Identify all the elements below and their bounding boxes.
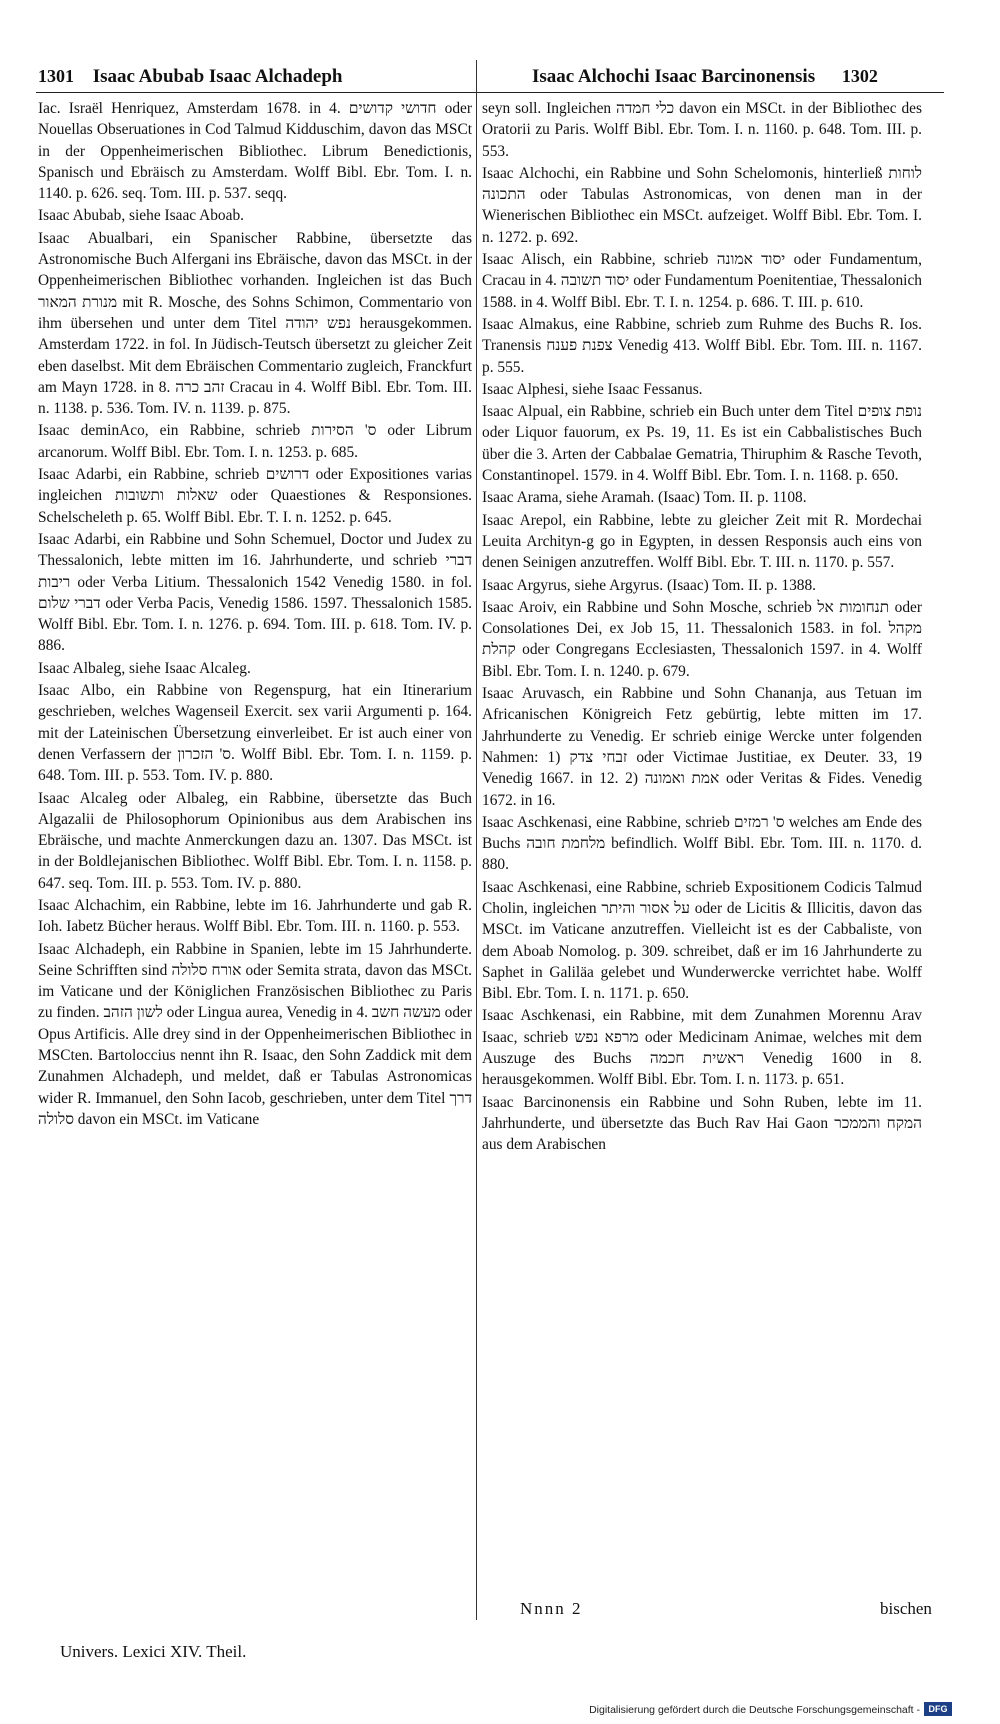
entry-paragraph: Isaac Aschkenasi, eine Rabbine, schrieb ס' רמזים welches am Ende des Buchs מלחמת חובה befindlich. Wolff Bibl. Ebr. Tom. III. n. 1170. d. 880.: [482, 813, 923, 874]
left-running-header: [38, 66, 342, 88]
left-column: [38, 98, 472, 1658]
right-running-title: Isaac Alchochi Isaac Barcinonensis: [532, 66, 816, 87]
entry-paragraph: Iac. Israël Henriquez, Amsterdam 1678. in 4. חדושי קדושים oder Nouellas Obseruationes in Cod Talmud Kidduschim, davon das MSCt in der Oppenheimerischen Bibliothec. Librum Benedictionis, Spanisch und Ebräisch zu Amsterdam. Wolff Bibl. Ebr. Tom. I. n. 1140. p. 626. seq. Tom. III. p. 537. seqq.: [38, 100, 472, 203]
entry-paragraph: Isaac Aschkenasi, eine Rabbine, schrieb Expositionem Codicis Talmud Cholin, ingleichen על אסור והיתר oder de Licitis & Illicitis, davon das MSCt. im Vaticane anzutreffen. Vielleicht ist es der Cabbaliste, von dem Aboab Nomolog. p. 309. schreibet, daß er im 16 Jahrhunderte zu Saphet in Galiläa gelebet und Wunderwercke verrichtet habe. Wolff Bibl. Ebr. Tom. I. n. 1171. p. 650.: [482, 878, 922, 1003]
entry-paragraph: Isaac Adarbi, ein Rabbine und Sohn Schemuel, Doctor und Judex zu Thessalonich, lebte mitten im 16. Jahrhunderte, und schrieb דברי ריבות oder Verba Litium. Thessalonich 1542 Venedig 1580. in fol. דברי שלום oder Verba Pacis, Venedig 1586. 1597. Thessalonich 1585. Wolff Bibl. Ebr. Tom. I. n. 1276. p. 694. Tom. III. p. 618. Tom. IV. p. 886.: [38, 530, 472, 655]
entry-paragraph: Isaac Arepol, ein Rabbine, lebte zu gleicher Zeit mit R. Mordechai Leuita Archityn-g go in Egypten, in dessen Responsis auch eins von denen Seinigen anzutreffen. Wolff Bibl. Ebr. T. III. n. 1170. p. 557.: [482, 511, 922, 572]
entry-paragraph: Isaac Alchadeph, ein Rabbine in Spanien, lebte im 15 Jahrhunderte. Seine Schrifften sind אורח סלולה oder Semita strata, davon das MSCt. im Vaticane und der Königlichen Französischen Bibliothec zu Paris zu finden. לשון הזהב oder Lingua aurea, Venedig in 4. מעשה חשב oder Opus Artificis. Alle drey sind in der Oppenheimerischen Bibliothec in MSCten. Bartoloccius nennt ihn R. Isaac, den Sohn Zaddick mit dem Zunahmen Alchadeph, und meldet, daß er Tabulas Astronomicas wider R. Immanuel, den Sohn Iacob, geschrieben, unter dem Titel דרך סלולה davon ein MSCt. im Vaticane: [38, 940, 473, 1128]
entry-paragraph: Isaac Alpual, ein Rabbine, schrieb ein Buch unter dem Titel נופת צופים oder Liquor fauorum, ex Ps. 19, 11. Es ist ein Cabbalistisches Buch über die 3. Arten der Cabbalae Gematria, Thiruphim & Rasche Tevoth, Constantinopel. 1579. in 4. Wolff Bibl. Ebr. Tom. I. n. 1168. p. 650.: [482, 403, 922, 485]
entry-paragraph: Isaac Aschkenasi, ein Rabbine, mit dem Zunahmen Morennu Arav Isaac, schrieb מרפא נפש oder Medicinam Animae, welches mit dem Auszuge des Buchs ראשית חכמה Venedig 1600 in 8. herausgekommen. Wolff Bibl. Ebr. Tom. I. n. 1173. p. 651.: [482, 1007, 922, 1089]
entry-paragraph: Isaac Adarbi, ein Rabbine, schrieb דרושים oder Expositiones varias ingleichen שאלות ותשובות oder Quaestiones & Responsiones. Schelscheleth p. 65. Wolff Bibl. Ebr. T. I. n. 1252. p. 645.: [38, 466, 473, 526]
entry-paragraph: Isaac Alcaleg oder Albaleg, ein Rabbine, übersetzte das Buch Algazalii de Philosophorum Opinionibus aus dem Arabischen ins Ebräische, und machte Anmerckungen dazu an. 1307. Das MSCt. ist in der Boldlejanischen Bibliothec. Wolff Bibl. Ebr. Tom. I. n. 1158. p. 647. seq. Tom. III. p. 553. Tom. IV. p. 880.: [38, 789, 472, 892]
entry-paragraph: seyn soll. Ingleichen כלי חמדה davon ein MSCt. in der Bibliothec des Oratorii zu Paris. Wolff Bibl. Ebr. Tom. I. n. 1160. p. 648. Tom. III. p. 553.: [482, 100, 922, 160]
entry-paragraph: Isaac Almakus, eine Rabbine, schrieb zum Ruhme des Buchs R. Ios. Tranensis צפנת פענח Venedig 413. Wolff Bibl. Ebr. Tom. III. n. 1167. p. 555.: [482, 315, 922, 376]
entry-paragraph: Isaac Abualbari, ein Spanischer Rabbine, übersetzte das Astronomische Buch Alfergani ins Ebräische, davon das MSCt. in der Oppenheimerischen Bibliothec vorhanden. Ingleichen ist das Buch מנורת המאור mit R. Mosche, des Sohns Schimon, Commentario von ihm übersehen und unter dem Titel נפש יהודה herausgekommen. Amsterdam 1722. in fol. In Jüdisch-Teutsch übersetzt zu gleicher Zeit eben daselbst. Mit dem Ebräischen Commentario zugleich, Franckfurt am Mayn 1728. in 8. זהב כרה Cracau in 4. Wolff Bibl. Ebr. Tom. III. n. 1138. p. 536. Tom. IV. n. 1139. p. 875.: [38, 229, 472, 418]
entry-paragraph: Isaac Argyrus, siehe Argyrus. (Isaac) Tom. II. p. 1388.: [482, 576, 817, 594]
entry-paragraph: Isaac Aroiv, ein Rabbine und Sohn Mosche, schrieb תנחומות אל oder Consolationes Dei, ex Job 15, 11. Thessalonich 1583. in fol. מקהל קהלת oder Congregans Ecclesiasten, Thessalonich 1597. in 4. Wolff Bibl. Ebr. Tom. I. n. 1240. p. 679.: [482, 598, 922, 680]
entry-paragraph: Isaac deminAco, ein Rabbine, schrieb ס' הסירות oder Librum arcanorum. Wolff Bibl. Ebr. Tom. I. n. 1253. p. 685.: [38, 422, 473, 461]
left-running-title: Isaac Abubab Isaac Alchadeph: [92, 66, 343, 87]
digitization-credit: Digitalisierung gefördert durch die Deutsche Forschungsgemeinschaft -: [589, 1704, 920, 1716]
entry-paragraph: Isaac Barcinonensis ein Rabbine und Sohn Ruben, lebte im 11. Jahrhunderte, und übersetzte das Buch Rav Hai Gaon המקח והממכר aus dem Arabischen: [482, 1093, 923, 1154]
entry-paragraph: Isaac Alchochi, ein Rabbine und Sohn Schelomonis, hinterließ לוחות התכונה oder Tabulas Astronomicas, von denen man in der Wienerischen Bibliothec ein MSCt. aufzeiget. Wolff Bibl. Ebr. Tom. I. n. 1272. p. 692.: [482, 164, 922, 246]
entry-paragraph: Isaac Abubab, siehe Isaac Aboab.: [38, 207, 244, 225]
entry-paragraph: Isaac Arama, siehe Aramah. (Isaac) Tom. II. p. 1108.: [482, 489, 807, 507]
entry-paragraph: Isaac Alphesi, siehe Isaac Fessanus.: [482, 380, 703, 398]
right-running-header: [532, 66, 878, 88]
dfg-logo: DFG: [924, 1702, 952, 1716]
entry-paragraph: Isaac Aruvasch, ein Rabbine und Sohn Chananja, aus Tetuan im Africanischen Königreich Fetz gebürtig, lebte mitten im 17. Jahrhunderte zu Venedig. Er schrieb einige Wercke unter folgenden Nahmen: 1) זבחי צדק oder Victimae Justitiae, ex Deuter. 33, 19 Venedig 1667. in 12. 2) אמת ואמונה oder Veritas & Fides. Venedig 1672. in 16.: [482, 685, 922, 809]
header-rule: [36, 92, 944, 93]
right-page-number: 1302: [841, 66, 878, 86]
entry-paragraph: Isaac Alisch, ein Rabbine, schrieb יסוד אמונה oder Fundamentum, Cracau in 4. יסוד תשובה oder Fundamentum Poenitentiae, Thessalonich 1588. in 4. Wolff Bibl. Ebr. T. I. n. 1254. p. 686. T. III. p. 610.: [482, 251, 922, 311]
entry-paragraph: Isaac Albo, ein Rabbine von Regenspurg, hat ein Itinerarium geschrieben, welches Wagenseil Exercit. sex varii Argumenti p. 164. mit der Lateinischen Übersetzung einverleibet. Er ist auch einer von denen Verfassern der ס' הזכרון. Wolff Bibl. Ebr. Tom. I. n. 1159. p. 648. Tom. III. p. 553. Tom. IV. p. 880.: [38, 682, 472, 785]
left-page-number: 1301: [38, 66, 74, 86]
entry-paragraph: Isaac Alchachim, ein Rabbine, lebte im 16. Jahrhunderte und gab R. Ioh. Iabetz Bücher heraus. Wolff Bibl. Ebr. Tom. III. n. 1160. p. 553.: [38, 896, 472, 936]
entry-paragraph: Isaac Albaleg, siehe Isaac Alcaleg.: [38, 659, 251, 677]
signature-mark: Nnnn 2: [520, 1599, 583, 1618]
catchword: bischen: [880, 1599, 932, 1618]
volume-signature: Univers. Lexici XIV. Theil.: [60, 1642, 247, 1661]
column-divider: [476, 60, 477, 1620]
right-column: [482, 98, 922, 1633]
